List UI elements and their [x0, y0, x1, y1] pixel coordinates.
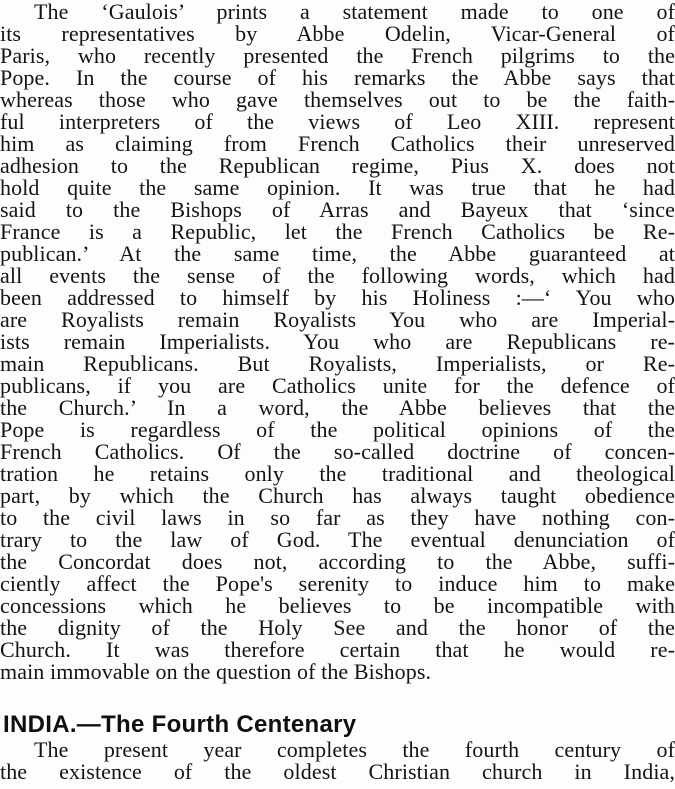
article-line-11: France is a Republic, let the French Catholics be Re-	[0, 219, 675, 244]
article-line-17: main Republicans. But Royalists, Imperialists, or Re-	[0, 351, 675, 376]
article-line-15: are Royalists remain Royalists You who are Imperial-	[0, 307, 675, 332]
article-line-9: hold quite the same opinion. It was true that he had	[0, 175, 675, 200]
section-heading: INDIA.—The Fourth Centenary	[3, 711, 357, 738]
article-line-22: tration he retains only the traditional and theological	[0, 461, 675, 486]
article-line-20: Pope is regardless of the political opinions of the	[0, 417, 675, 442]
article-line-28: concessions which he believes to be incompatible with	[0, 593, 675, 618]
article-line-1: The present year completes the fourth century of	[34, 737, 675, 762]
article-line-14: been addressed to himself by his Holiness :—‘ You who	[0, 285, 675, 310]
article-line-10: said to the Bishops of Arras and Bayeux that ‘since	[0, 197, 675, 222]
article-line-12: publican.’ At the same time, the Abbe guaranteed at	[0, 241, 675, 266]
article-line-29: the dignity of the Holy See and the honor of the	[0, 615, 675, 640]
article-line-2: the existence of the oldest Christian church in India,	[0, 759, 675, 784]
article-line-3: Paris, who recently presented the French pilgrims to the	[0, 43, 675, 68]
article-line-8: adhesion to the Republican regime, Pius X. does not	[0, 153, 675, 178]
article-line-21: French Catholics. Of the so-called doctrine of concen-	[0, 439, 675, 464]
article-line-18: publicans, if you are Catholics unite for the defence of	[0, 373, 675, 398]
article-line-1: The ‘Gaulois’ prints a statement made to one of	[34, 0, 675, 24]
article-line-5: whereas those who gave themselves out to be the faith-	[0, 87, 675, 112]
article-line-27: ciently affect the Pope's serenity to induce him to make	[0, 571, 675, 596]
article-line-31: main immovable on the question of the Bishops.	[0, 659, 432, 684]
article-line-24: to the civil laws in so far as they have nothing con-	[0, 505, 675, 530]
article-line-25: trary to the law of God. The eventual denunciation of	[0, 527, 675, 552]
article-line-16: ists remain Imperialists. You who are Republicans re-	[0, 329, 675, 354]
article-line-19: the Church.’ In a word, the Abbe believes that the	[0, 395, 675, 420]
article-line-30: Church. It was therefore certain that he would re-	[0, 637, 675, 662]
article-line-2: its representatives by Abbe Odelin, Vicar-General of	[0, 21, 675, 46]
article-line-26: the Concordat does not, according to the Abbe, suffi-	[0, 549, 675, 574]
article-line-6: ful interpreters of the views of Leo XIII. represent	[0, 109, 675, 134]
article-line-23: part, by which the Church has always taught obedience	[0, 483, 675, 508]
article-line-7: him as claiming from French Catholics their unreserved	[0, 131, 675, 156]
article-line-13: all events the sense of the following words, which had	[0, 263, 675, 288]
article-line-4: Pope. In the course of his remarks the Abbe says that	[0, 65, 675, 90]
